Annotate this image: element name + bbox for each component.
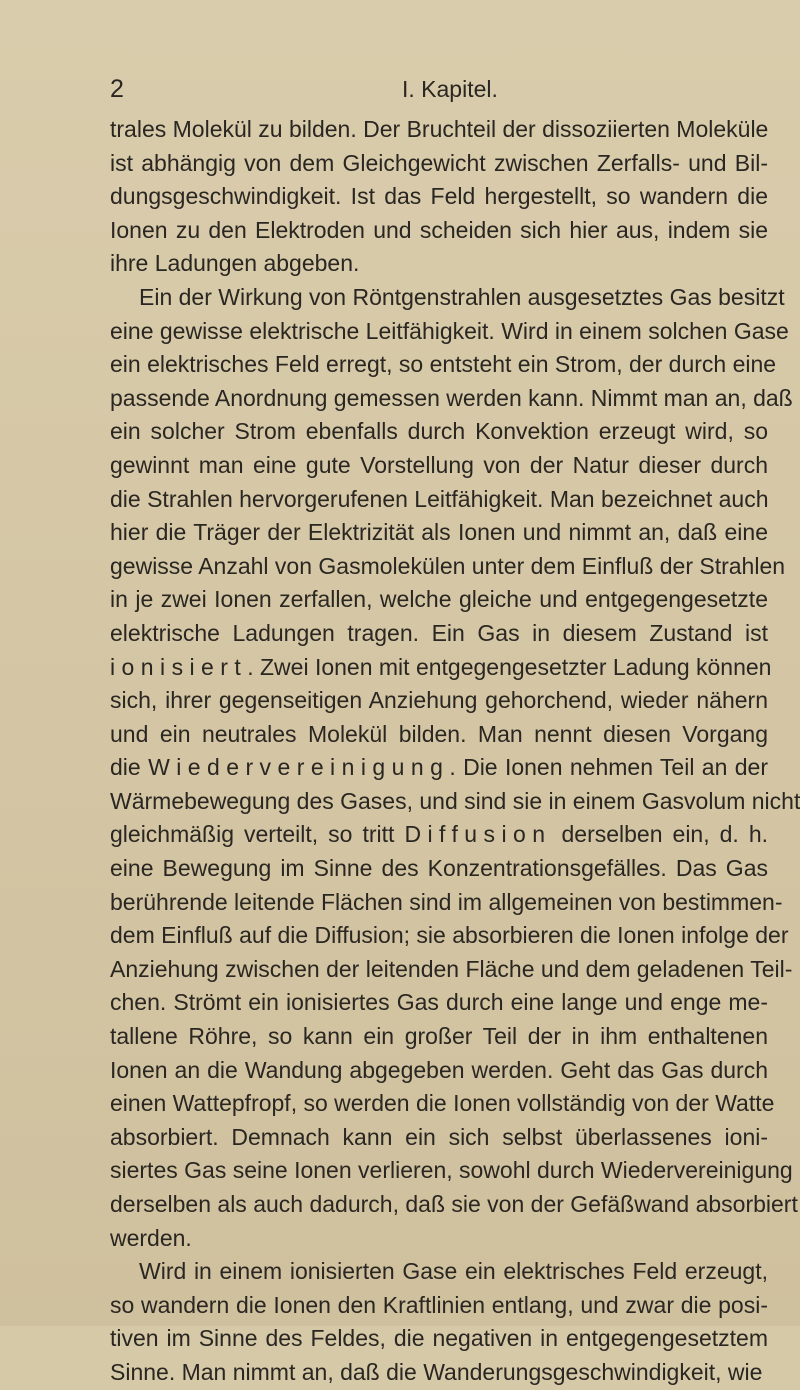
text-segment: gleichmäßig verteilt, so tritt — [110, 821, 405, 848]
text-line: Ionen zu den Elektroden und scheiden sich hier aus, indem sie — [110, 216, 768, 243]
text-line: passende Anordnung gemessen werden kann. Nimmt man an, daß — [110, 384, 793, 411]
emphasized-term: Wiedervereinigung — [148, 754, 450, 781]
text-line: Anziehung zwischen der leitenden Fläche und dem geladenen Teil- — [110, 955, 793, 982]
text-line — [110, 818, 768, 852]
text-line: gewinnt man eine gute Vorstellung von der Natur dieser durch — [110, 451, 768, 478]
text-line: siertes Gas seine Ionen verlieren, sowohl durch Wiedervereinigung — [110, 1157, 793, 1184]
text-line — [110, 751, 768, 785]
text-line: eine Bewegung im Sinne des Konzentrationsgefälles. Das Gas — [110, 855, 768, 882]
text-line: sich, ihrer gegenseitigen Anziehung gehorchend, wieder nähern — [110, 687, 768, 714]
text-line: ihre Ladungen abgeben. — [110, 250, 360, 277]
text-line: so wandern die Ionen den Kraftlinien entlang, und zwar die posi- — [110, 1291, 768, 1318]
text-line: werden. — [110, 1224, 192, 1251]
emphasized-term: ionisiert — [110, 653, 248, 680]
text-line: einen Wattepfropf, so werden die Ionen vollständig von der Watte — [110, 1090, 775, 1117]
text-line: eine gewisse elektrische Leitfähigkeit. Wird in einem solchen Gase — [110, 317, 789, 344]
text-line: ein elektrisches Feld erregt, so entsteht ein Strom, der durch eine — [110, 351, 777, 378]
text-line: berührende leitende Flächen sind im allgemeinen von bestimmen- — [110, 888, 783, 915]
text-line: trales Molekül zu bilden. Der Bruchteil der dissoziierten Moleküle — [110, 116, 769, 142]
page-number: 2 — [110, 75, 124, 103]
text-line: chen. Strömt ein ionisiertes Gas durch eine lange und enge me- — [110, 989, 768, 1016]
emphasized-term: Diffusion — [404, 821, 552, 848]
text-segment: . Die Ionen nehmen Teil an der — [449, 754, 768, 781]
text-line: in je zwei Ionen zerfallen, welche gleiche und entgegengesetzte — [110, 586, 768, 613]
body-text — [110, 113, 800, 1390]
text-line: hier die Träger der Elektrizität als Ionen und nimmt an, daß eine — [110, 519, 768, 546]
text-line: dungsgeschwindigkeit. Ist das Feld hergestellt, so wandern die — [110, 183, 768, 210]
text-line: Sinne. Man nimmt an, daß die Wanderungsgeschwindigkeit, wie — [110, 1358, 763, 1385]
text-line — [110, 651, 772, 685]
text-line: die Strahlen hervorgerufenen Leitfähigkeit. Man bezeichnet auch — [110, 485, 769, 512]
text-segment: derselben ein, d. h. — [551, 821, 769, 848]
text-line: Wärmebewegung des Gases, und sind sie in einem Gasvolum nicht — [110, 787, 800, 814]
text-line: tallene Röhre, so kann ein großer Teil der in ihm enthaltenen — [110, 1023, 768, 1050]
text-line: und ein neutrales Molekül bilden. Man nennt diesen Vorgang — [110, 720, 768, 747]
text-line: Wird in einem ionisierten Gase ein elektrisches Feld erzeugt, — [139, 1258, 768, 1285]
running-head: I. Kapitel. — [402, 76, 498, 102]
text-line: Ein der Wirkung von Röntgenstrahlen ausgesetztes Gas besitzt — [139, 283, 785, 310]
text-line: absorbiert. Demnach kann ein sich selbst überlassenes ioni- — [110, 1123, 768, 1150]
text-line: dem Einfluß auf die Diffusion; sie absorbieren die Ionen infolge der — [110, 922, 789, 949]
page-header — [0, 72, 800, 106]
text-line: gewisse Anzahl von Gasmolekülen unter dem Einfluß der Strahlen — [110, 552, 786, 579]
text-line: tiven im Sinne des Feldes, die negativen in entgegengesetztem — [110, 1325, 768, 1352]
text-line: Ionen an die Wandung abgegeben werden. Geht das Gas durch — [110, 1056, 768, 1083]
text-segment: die — [110, 754, 149, 781]
text-line: derselben als auch dadurch, daß sie von der Gefäßwand absorbiert — [110, 1191, 798, 1217]
text-line: ist abhängig von dem Gleichgewicht zwischen Zerfalls- und Bil- — [110, 149, 768, 176]
text-line: elektrische Ladungen tragen. Ein Gas in diesem Zustand ist — [110, 619, 768, 646]
text-line: ein solcher Strom ebenfalls durch Konvektion erzeugt wird, so — [110, 418, 768, 445]
text-segment: . Zwei Ionen mit entgegengesetzter Ladung können — [247, 653, 772, 680]
